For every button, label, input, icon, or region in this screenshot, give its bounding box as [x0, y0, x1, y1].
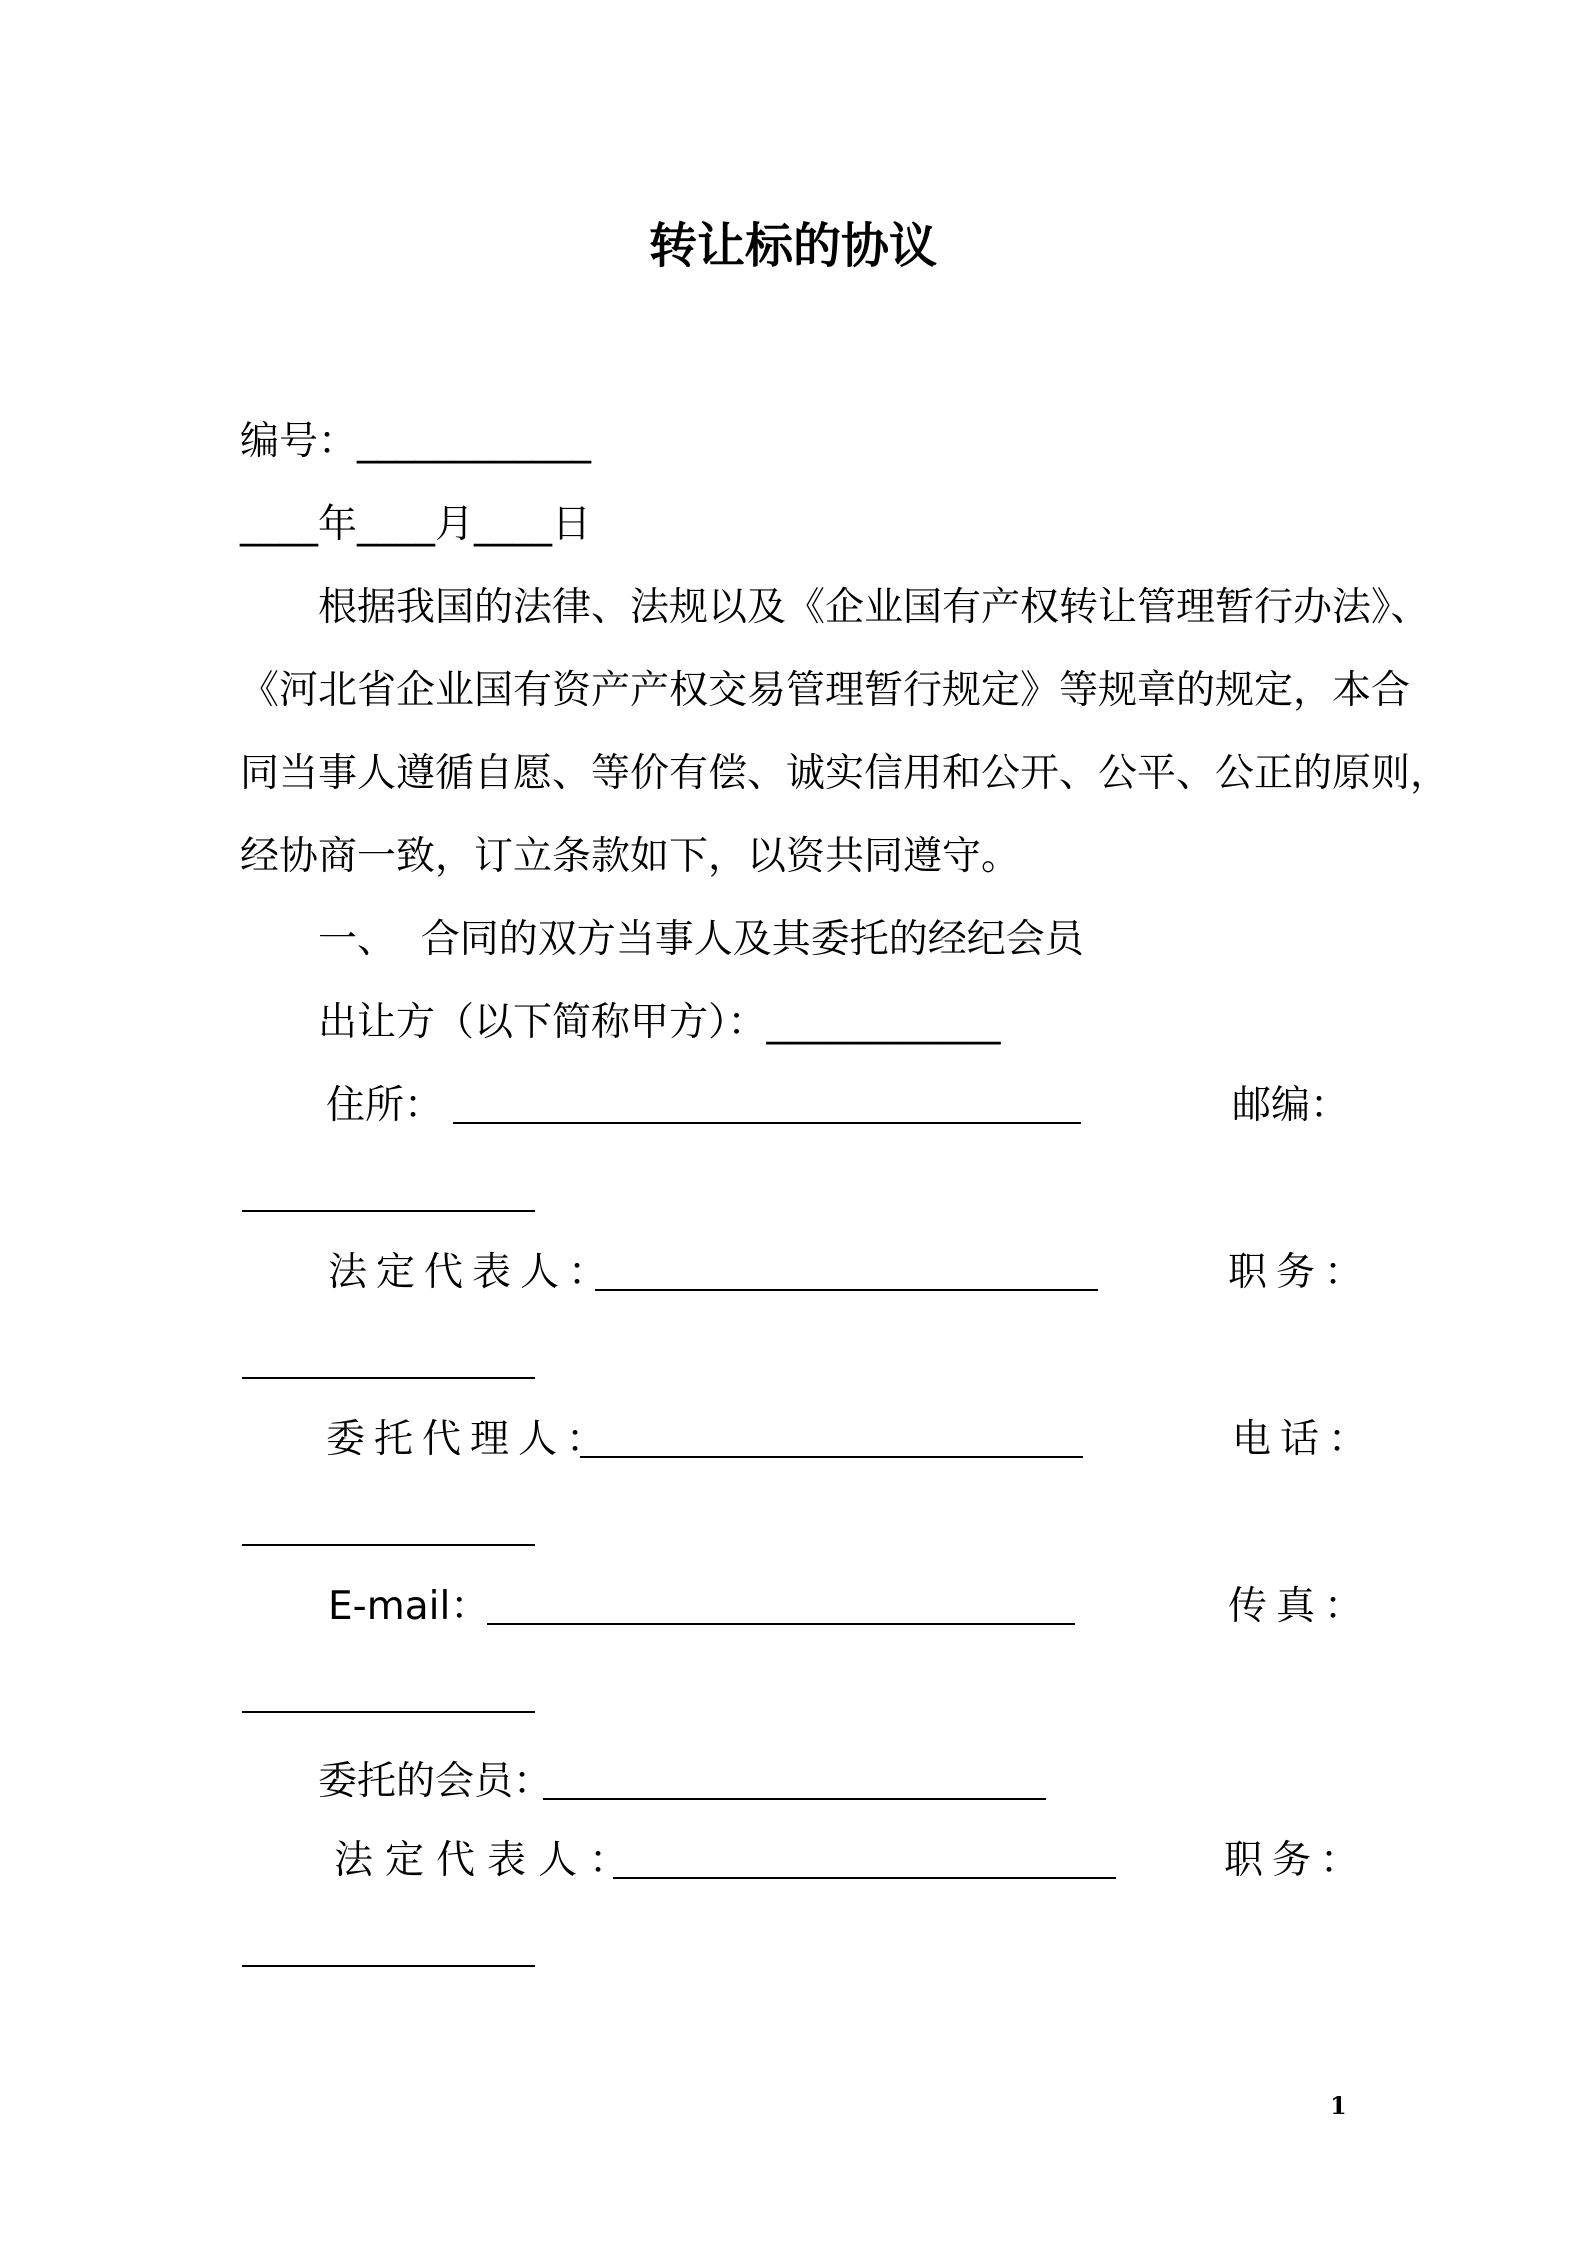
position2-label: 职务： [1224, 1838, 1369, 1883]
page-number: 1 [1330, 2091, 1347, 2120]
date-line: ____年____月____日 [240, 502, 592, 547]
agent-blank [580, 1424, 1083, 1458]
postcode-label: 邮编： [1232, 1083, 1350, 1128]
member-blank [543, 1766, 1046, 1800]
phone-label: 电话： [1232, 1417, 1377, 1462]
intro-line-4: 经协商一致，订立条款如下，以资共同遵守。 [240, 834, 1021, 879]
intro-line-3: 同当事人遵循自愿、等价有偿、诚实信用和公开、公平、公正的原则， [240, 751, 1450, 796]
transferor-line: 出让方（以下简称甲方）：____________ [318, 1000, 1001, 1045]
section-1-heading: 一、 合同的双方当事人及其委托的经纪会员 [318, 917, 1084, 962]
number-line: 编号：____________ [240, 419, 592, 464]
position-label: 职务： [1228, 1250, 1373, 1295]
fax-label: 传真： [1228, 1584, 1373, 1629]
address-label: 住所： [326, 1083, 444, 1128]
legal-rep-label: 法定代表人： [328, 1250, 617, 1295]
intro-line-1: 根据我国的法律、法规以及《企业国有产权转让管理暂行办法》、 [318, 585, 1430, 630]
member-label: 委托的会员： [318, 1759, 553, 1804]
phone-blank [242, 1512, 535, 1546]
legal-rep-blank [595, 1257, 1098, 1291]
position2-blank [242, 1933, 535, 1967]
legal-rep2-blank [613, 1845, 1116, 1879]
fax-blank [242, 1679, 535, 1713]
document-title: 转让标的协议 [648, 218, 937, 274]
legal-rep2-label: 法定代表人： [334, 1838, 641, 1883]
intro-line-2: 《河北省企业国有资产产权交易管理暂行规定》等规章的规定，本合 [240, 668, 1411, 713]
address-blank [453, 1090, 1081, 1124]
email-label: E-mail： [328, 1584, 490, 1629]
email-blank [487, 1591, 1075, 1625]
postcode-blank [242, 1178, 535, 1212]
agent-label: 委托代理人： [326, 1417, 615, 1462]
position-blank [242, 1345, 535, 1379]
